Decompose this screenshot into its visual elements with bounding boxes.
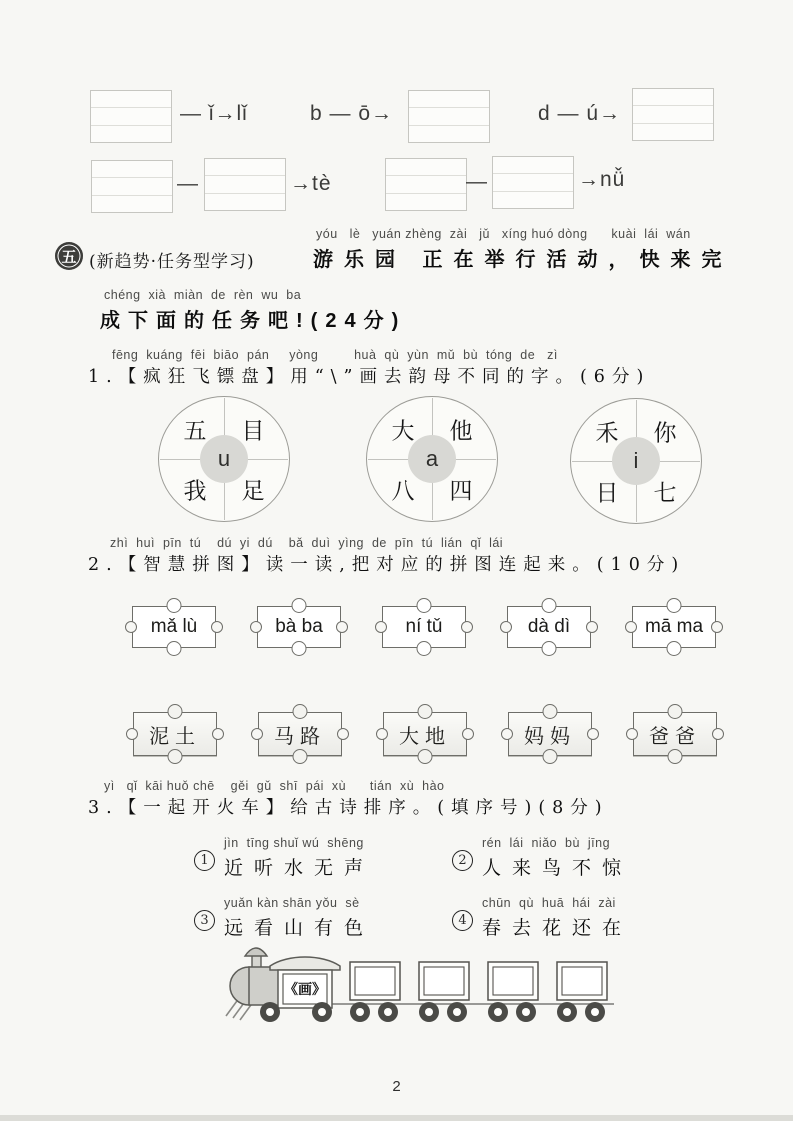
dartboard-character[interactable]: 八 (391, 478, 415, 505)
puzzle-piece-hanzi[interactable] (258, 712, 342, 756)
puzzle-knob (543, 704, 558, 719)
pinyin-writing-box[interactable] (492, 156, 574, 209)
poem-line (452, 836, 632, 880)
dartboard-character[interactable]: 日 (595, 480, 619, 507)
puzzle-knob (168, 704, 183, 719)
syllable-label: →tè (290, 172, 332, 195)
puzzle-knob (461, 621, 473, 633)
puzzle-knob (626, 728, 638, 740)
dartboard-character[interactable]: 禾 (595, 420, 619, 447)
puzzle-knob (462, 728, 474, 740)
poem-line (452, 896, 632, 940)
dartboard-character[interactable]: 七 (653, 480, 677, 507)
puzzle-knob (667, 598, 682, 613)
puzzle-knob (293, 704, 308, 719)
puzzle-knob (293, 749, 308, 764)
puzzle-knob (337, 728, 349, 740)
train-wagon-inner (562, 967, 602, 995)
dartboard[interactable] (158, 396, 290, 522)
puzzle-knob (543, 749, 558, 764)
train-cab-roof (270, 957, 340, 970)
puzzle-knob (625, 621, 637, 633)
syllable-label: d — ú→ (538, 102, 622, 125)
poem-line (194, 896, 374, 940)
pinyin-writing-box[interactable] (90, 90, 172, 143)
section-title-pinyin: yóu lè yuán zhèng zài jǔ xíng huó dòng kuài lái wán (316, 227, 691, 241)
train-boiler-body (249, 967, 282, 1005)
dartboard-center-vowel: a (408, 435, 456, 483)
puzzle-piece-hanzi[interactable] (508, 712, 592, 756)
puzzle-knob (211, 621, 223, 633)
page-number: 2 (392, 1078, 401, 1095)
puzzle-knob (417, 598, 432, 613)
pinyin-writing-box[interactable] (408, 90, 490, 143)
puzzle-knob (167, 641, 182, 656)
puzzle-knob (292, 598, 307, 613)
puzzle-knob (587, 728, 599, 740)
puzzle-piece-pinyin[interactable] (132, 606, 216, 648)
puzzle-piece-pinyin[interactable] (507, 606, 591, 648)
puzzle-knob (417, 641, 432, 656)
section-tag: (新趋势·任务型学习) (89, 252, 255, 272)
puzzle-piece-label: mǎ lù (150, 616, 198, 637)
section-number-badge: 五 (55, 242, 83, 270)
poem-pinyin: rén lái niǎo bù jīng (482, 836, 611, 850)
puzzle-knob (500, 621, 512, 633)
train-cab-label: 《画》 (284, 981, 326, 997)
puzzle-knob (542, 641, 557, 656)
puzzle-piece-label: 泥土 (149, 723, 201, 748)
puzzle-knob (125, 621, 137, 633)
puzzle-piece-pinyin[interactable] (382, 606, 466, 648)
puzzle-knob (376, 728, 388, 740)
section-title-line1: 游乐园 正在举行活动，快来完 (313, 249, 733, 271)
syllable-label: — ǐ→lǐ (180, 102, 248, 125)
puzzle-knob (126, 728, 138, 740)
poem-line (194, 836, 374, 880)
puzzle-piece-label: 大地 (399, 723, 451, 748)
puzzle-piece-label: bà ba (275, 616, 323, 637)
dartboard-center-vowel: i (612, 437, 660, 485)
dartboard-character[interactable]: 他 (449, 418, 473, 445)
puzzle-knob (418, 749, 433, 764)
dash-label: — (466, 170, 488, 193)
puzzle-piece-label: ní tǔ (405, 616, 443, 637)
puzzle-piece-hanzi[interactable] (383, 712, 467, 756)
puzzle-piece-label: 马路 (274, 723, 326, 748)
syllable-label: b — ō→ (310, 102, 394, 125)
dartboard[interactable] (366, 396, 498, 522)
puzzle-knob (668, 704, 683, 719)
puzzle-knob (668, 749, 683, 764)
dartboard-character[interactable]: 大 (391, 418, 415, 445)
puzzle-piece-label: 妈妈 (524, 723, 576, 748)
poem-pinyin: chūn qù huā hái zài (482, 896, 616, 910)
puzzle-knob (667, 641, 682, 656)
puzzle-piece-label: dà dì (527, 616, 571, 637)
question-1-pinyin: fēng kuáng fēi biāo pán yòng huà qù yùn mǔ bù tóng de zì (112, 348, 558, 362)
train-wagon-inner (424, 967, 464, 995)
train-wagon-inner (355, 967, 395, 995)
puzzle-knob (336, 621, 348, 633)
poem-number: 2 (452, 850, 473, 871)
poem-pinyin: yuǎn kàn shān yǒu sè (224, 896, 360, 910)
puzzle-piece-hanzi[interactable] (633, 712, 717, 756)
puzzle-knob (212, 728, 224, 740)
poem-pinyin: jìn tīng shuǐ wú shēng (224, 836, 364, 850)
question-3-pinyin: yì qǐ kāi huǒ chē gěi gǔ shī pái xù tián xù hào (104, 779, 445, 793)
section-title-pinyin: chéng xià miàn de rèn wu ba (104, 288, 302, 302)
poem-text: 近听水无声 (224, 857, 375, 879)
train-smokestack-cap (245, 948, 267, 956)
pinyin-writing-box[interactable] (204, 158, 286, 211)
scan-bottom-edge (0, 1115, 793, 1121)
poem-number: 1 (194, 850, 215, 871)
puzzle-knob (167, 598, 182, 613)
dash-label: — (177, 172, 199, 195)
puzzle-piece-label: mā ma (644, 616, 704, 637)
pinyin-writing-box[interactable] (632, 88, 714, 141)
question-2-text: 2.【智慧拼图】读一读,把对应的拼图连起来。(10分) (88, 555, 686, 575)
poem-number: 3 (194, 910, 215, 931)
question-2-pinyin: zhì huì pīn tú dú yi dú bǎ duì yìng de pīn tú lián qǐ lái (110, 536, 504, 550)
puzzle-knob (250, 621, 262, 633)
dartboard-character[interactable]: 我 (183, 478, 207, 505)
train-wagon-inner (493, 967, 533, 995)
puzzle-knob (418, 704, 433, 719)
question-3-text: 3.【一起开火车】给古诗排序。(填序号)(8分) (88, 798, 609, 818)
question-1-text: 1.【疯狂飞镖盘】用“\”画去韵母不同的字。(6分) (88, 367, 651, 387)
section-title-line2: 成下面的任务吧!(24分) (100, 310, 407, 332)
puzzle-piece-hanzi[interactable] (133, 712, 217, 756)
puzzle-knob (586, 621, 598, 633)
pinyin-writing-box[interactable] (91, 160, 173, 213)
poem-number: 4 (452, 910, 473, 931)
dartboard-character[interactable]: 五 (183, 418, 207, 445)
puzzle-piece-pinyin[interactable] (257, 606, 341, 648)
train-wagons (350, 962, 607, 1000)
train-illustration (222, 946, 642, 1028)
puzzle-knob (168, 749, 183, 764)
puzzle-piece-pinyin[interactable] (632, 606, 716, 648)
puzzle-knob (501, 728, 513, 740)
puzzle-knob (712, 728, 724, 740)
poem-text: 人来鸟不惊 (482, 857, 633, 879)
puzzle-knob (375, 621, 387, 633)
dartboard-character[interactable]: 目 (241, 418, 265, 445)
puzzle-knob (542, 598, 557, 613)
dartboard-center-vowel: u (200, 435, 248, 483)
poem-text: 春去花还在 (482, 917, 633, 939)
puzzle-knob (251, 728, 263, 740)
dartboard[interactable] (570, 398, 702, 524)
dartboard-character[interactable]: 足 (241, 478, 265, 505)
syllable-label: →nǚ (578, 168, 626, 191)
pinyin-writing-box[interactable] (385, 158, 467, 211)
dartboard-character[interactable]: 你 (653, 420, 677, 447)
dartboard-character[interactable]: 四 (449, 478, 473, 505)
puzzle-knob (292, 641, 307, 656)
poem-text: 远看山有色 (224, 917, 375, 939)
puzzle-knob (711, 621, 723, 633)
puzzle-piece-label: 爸爸 (649, 723, 701, 748)
